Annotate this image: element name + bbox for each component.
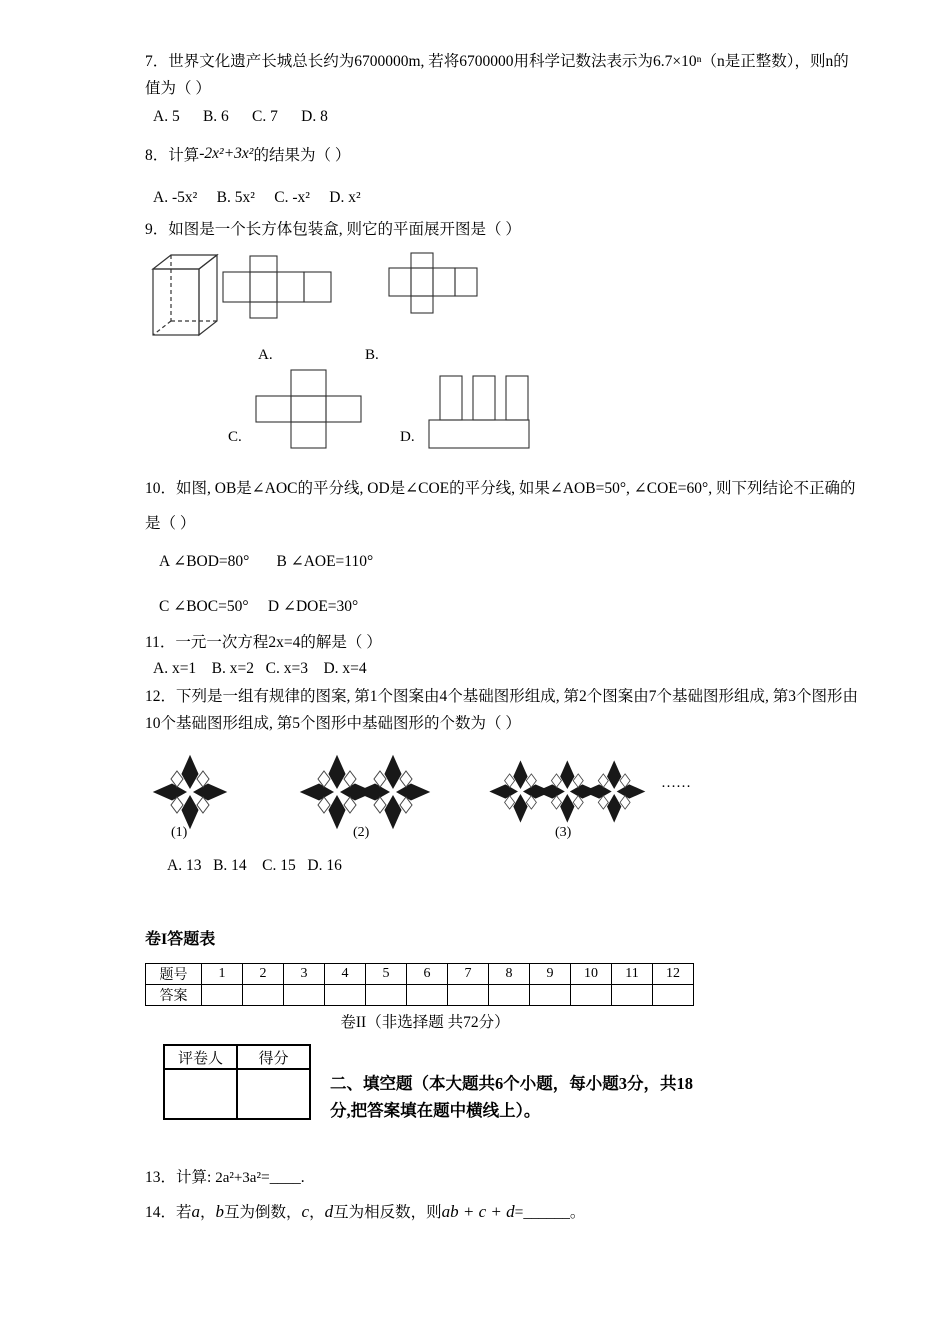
question-14-var-d: d [324,1202,334,1221]
answer-cell-7 [448,985,489,1006]
question-8-suffix: 的结果为（ ） [253,147,351,164]
net-figure-b [388,252,478,314]
answer-cell-10 [571,985,612,1006]
answer-cell-2 [243,985,284,1006]
answer-table-number-row [146,964,694,985]
question-10-text: 10．如图, OB是∠AOC的平分线, OD是∠COE的平分线, 如果∠AOB=50°, ∠COE=60°, 则下列结论不正确的是（ ） [145,480,856,532]
answer-cell-12 [653,985,694,1006]
answer-table-q5: 5 [366,964,407,985]
grader-cell [164,1069,237,1119]
question-9-text: 9．如图是一个长方体包装盒, 则它的平面展开图是（ ） [145,221,521,238]
net-figure-a [222,255,332,319]
answer-cell-3 [284,985,325,1006]
answer-table-q10: 10 [571,964,612,985]
answer-table-answer-row [146,985,694,1006]
question-14-var-a: a [191,1202,201,1221]
answer-cell-11 [612,985,653,1006]
net-label-b: B. [365,347,379,363]
pattern-2-figure [297,751,437,833]
answer-table-q2: 2 [243,964,284,985]
net-label-c: C. [228,429,242,445]
answer-table [145,963,694,1006]
pattern-ellipsis: …… [661,775,691,791]
pattern-3-figure [487,757,651,826]
question-10 [145,471,860,619]
question-13-prefix: 13．计算: [145,1169,216,1186]
answer-table-row1-label: 题号 [146,964,202,985]
answer-cell-6 [407,985,448,1006]
question-14 [145,1198,860,1226]
question-11-text: 11．一元一次方程2x=4的解是（ ） [145,634,382,651]
question-8-text [145,139,860,171]
fill-in-section-heading: 二、填空题（本大题共6个小题，每小题3分，共18分,把答案填在题中横线上）。 [330,1074,693,1120]
question-12-options: A. 13 B. 14 C. 15 D. 16 [167,857,342,874]
question-10-options-1: A ∠BOD=80° B ∠AOE=110° [159,553,374,570]
score-label: 得分 [237,1045,310,1069]
question-14-text-5: 互为相反数，则 [333,1204,442,1221]
pattern-1-label: (1) [171,825,188,840]
question-14-text-2: ， [200,1204,216,1221]
question-7 [145,48,860,129]
cuboid-box-figure [145,247,230,342]
net-figure-d [428,375,530,449]
question-12 [145,683,860,878]
question-9-figures [145,247,860,459]
question-14-text-1: 14．若 [145,1204,192,1221]
answer-cell-9 [530,985,571,1006]
answer-cell-4 [325,985,366,1006]
pattern-3-label: (3) [555,825,572,840]
question-8-prefix: 8．计算 [145,147,200,164]
pattern-1-figure [150,751,230,833]
answer-table-q11: 11 [612,964,653,985]
answer-table-q3: 3 [284,964,325,985]
score-cell [237,1069,310,1119]
part2-title: 卷II（非选择题 共72分） [340,1014,510,1031]
question-11-options: A. x=1 B. x=2 C. x=3 D. x=4 [153,660,367,677]
question-11 [145,629,860,681]
question-8 [145,139,860,210]
question-8-options: A. -5x² B. 5x² C. -x² D. x² [153,189,361,206]
grader-table [163,1044,311,1120]
question-13-blank: =____. [260,1169,305,1186]
question-14-var-b: b [215,1202,225,1221]
answer-table-q7: 7 [448,964,489,985]
answer-table-q8: 8 [489,964,530,985]
question-13 [145,1164,860,1192]
question-14-blank: =______。 [514,1204,586,1221]
answer-table-q4: 4 [325,964,366,985]
answer-table-row2-label: 答案 [146,985,202,1006]
grader-table-empty-row [164,1069,310,1119]
net-figure-c [255,369,362,449]
question-7-text: 7．世界文化遗产长城总长约为6700000m, 若将6700000用科学记数法表示为6.7×10ⁿ（n是正整数），则n的值为（ ） [145,53,849,97]
question-8-formula: -2x²+3x² [199,145,254,162]
question-7-options: A. 5 B. 6 C. 7 D. 8 [153,108,328,125]
question-14-var-c: c [301,1202,310,1221]
question-10-options-2: C ∠BOC=50° D ∠DOE=30° [159,598,359,615]
answer-table-q12: 12 [653,964,694,985]
question-12-text: 12．下列是一组有规律的图案, 第1个图案由4个基础图形组成, 第2个图案由7个基础图形组成, 第3个图形由10个基础图形组成, 第5个图形中基础图形的个数为（ ） [145,688,859,732]
question-14-text-3: 互为倒数， [224,1204,302,1221]
answer-table-q6: 6 [407,964,448,985]
question-12-figures [145,749,860,847]
answer-table-q1: 1 [202,964,243,985]
answer-cell-8 [489,985,530,1006]
part1-answer-table-title: 卷I答题表 [145,931,216,948]
answer-table-q9: 9 [530,964,571,985]
grader-label: 评卷人 [164,1045,237,1069]
pattern-2-label: (2) [353,825,370,840]
question-14-text-4: ， [309,1204,325,1221]
net-label-a: A. [258,347,273,363]
question-13-formula: 2a²+3a² [215,1170,261,1186]
answer-cell-5 [366,985,407,1006]
question-9 [145,216,860,459]
grader-table-header-row [164,1045,310,1069]
grader-section [145,1044,860,1154]
net-label-d: D. [400,429,415,445]
question-14-expression: ab + c + d [441,1202,515,1221]
answer-cell-1 [202,985,243,1006]
